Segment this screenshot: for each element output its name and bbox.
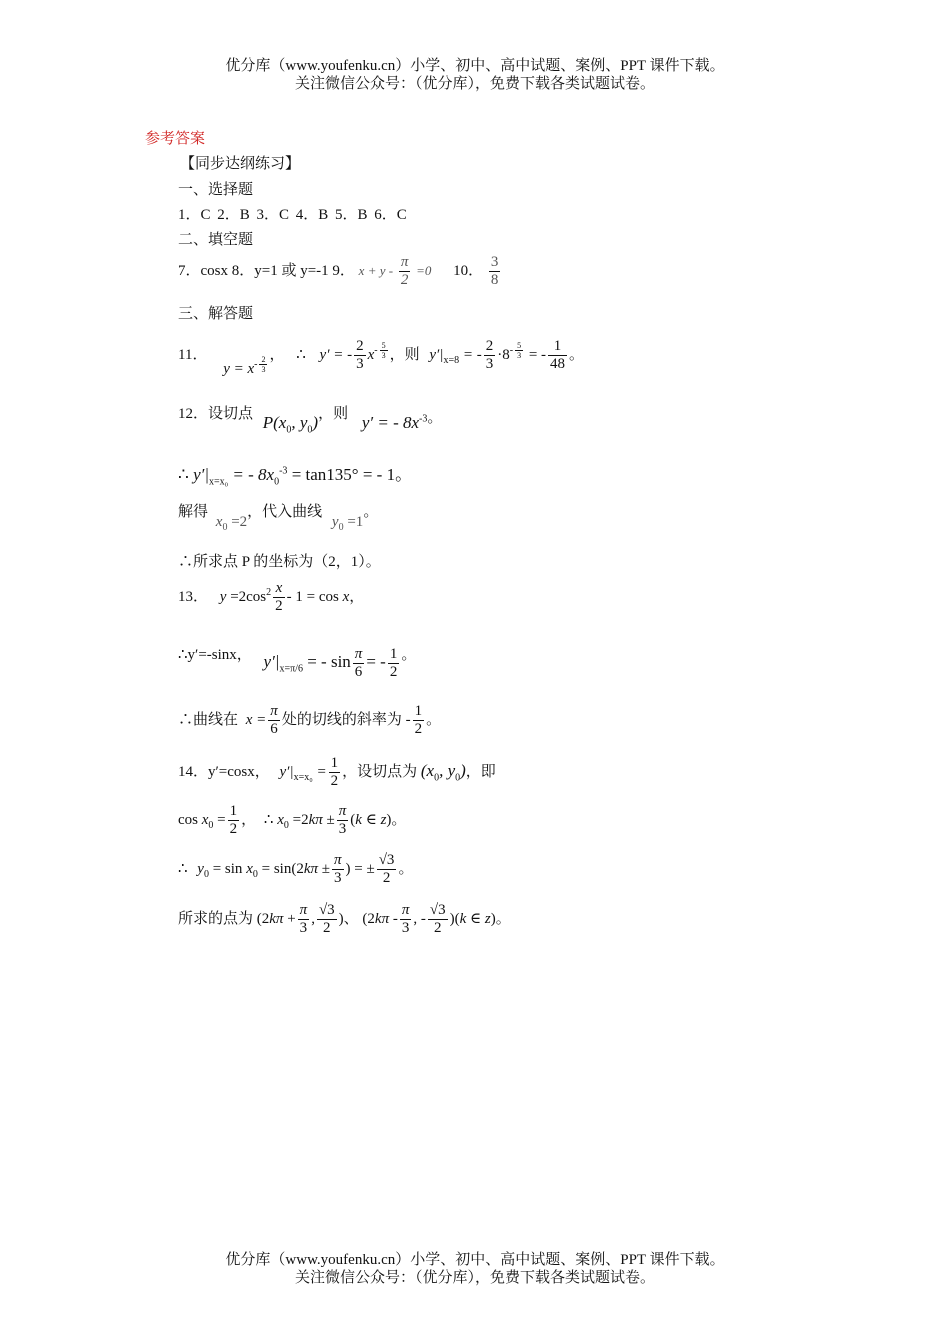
- q13-eval: $y'|_{x=\pi/6}$ = - sin: [263, 651, 351, 675]
- q14-sqrt3-b: $\frac{√3}{2}$: [318, 902, 335, 936]
- q12-line: [178, 402, 443, 436]
- header-line-1: 优分库（www.youfenku.cn）小学、初中、高中试题、案例、PPT 课件下载。: [225, 58, 725, 74]
- q12-y0: $y_0 =1$: [331, 514, 364, 533]
- period: 。: [395, 465, 413, 484]
- comma: ，: [349, 588, 365, 605]
- q14-point-label: ，设切点为: [342, 763, 418, 780]
- q14-point: ($x_0$, $y_0$): [420, 760, 466, 784]
- q13-half: $\frac{1}{2}$: [389, 646, 398, 680]
- q14-k2: )(k ∈ z): [449, 910, 496, 927]
- q11-line: [178, 338, 585, 377]
- q14-pt1: (2kπ +: [256, 910, 296, 927]
- q14-cos-line: [178, 803, 406, 838]
- q12-point: $P(x_0$, $y_0$): [262, 413, 319, 436]
- q13-slope-val: $\frac{1}{2}$: [414, 703, 423, 737]
- q13-pi6: $\frac{\pi}{6}$: [354, 646, 363, 680]
- q12-solve-line: [178, 500, 379, 533]
- period: 。: [391, 811, 407, 828]
- q14-pi3-c: $\frac{\pi}{3}$: [299, 902, 308, 936]
- period: 。: [426, 711, 442, 728]
- q13-slope-a: ∴曲线在: [178, 711, 239, 728]
- solve-label: 解得: [178, 504, 209, 520]
- q11-func: $y = x^{- \frac{2}{3}}$: [223, 355, 266, 377]
- q14-half: $\frac{1}{2}$: [330, 755, 339, 789]
- footer-line-1: 优分库（www.youfenku.cn）小学、初中、高中试题、案例、PPT 课件下载。: [225, 1252, 725, 1268]
- q9-formula: x + y -: [358, 262, 394, 278]
- q9-equals: =0: [416, 262, 432, 278]
- q14-eval: $y'|_{x=x_0}$ =: [279, 763, 327, 783]
- q14-final-line: [178, 902, 511, 937]
- q11-power: $x^{- \frac{5}{3}}$: [367, 341, 386, 363]
- q14-label: 14．y′=cosx，: [178, 763, 270, 780]
- q14-pt2: (2kπ -: [362, 910, 398, 927]
- q11-then: ，则: [389, 346, 420, 363]
- page-header: [0, 57, 950, 93]
- q13-x-eq: x =: [245, 711, 267, 728]
- q12-x0: $x_0 =2$: [215, 514, 248, 533]
- q14-pi3-d: $\frac{\pi}{3}$: [401, 902, 410, 936]
- q7-9-text: 7．cosx 8．y=1 或 y=-1 9．: [178, 262, 355, 279]
- q9-fraction: $\frac{\pi}{2}$: [400, 254, 409, 288]
- substitute-label: ，代入曲线: [247, 504, 323, 520]
- comma: ，: [269, 346, 285, 363]
- q11-coef: $\frac{2}{3}$: [356, 338, 364, 372]
- q11-eight: $\cdot 8^{- \frac{5}{3}}$ = -: [497, 341, 547, 363]
- q14-sep2: , -: [413, 910, 426, 927]
- q14-final-label: 所求的点为: [178, 910, 254, 927]
- q13-deriv-line: [178, 638, 417, 680]
- q14-sqrt3: $\frac{√3}{2}$: [378, 852, 395, 886]
- q12-deriv: y′ = - $8x^{-3}$: [361, 413, 428, 432]
- therefore-symbol: ∴: [296, 346, 306, 363]
- q14-cos: $\cos x_0$ =: [178, 811, 226, 831]
- q14-half-b: $\frac{1}{2}$: [229, 803, 238, 837]
- q14-pm: ) = ±: [345, 860, 375, 877]
- period: 。: [569, 346, 585, 363]
- q12-result: ∴所求点 P 的坐标为（2，1）。: [178, 554, 381, 570]
- q14-line: [178, 755, 496, 790]
- q11-deriv: y′ = -: [319, 346, 353, 363]
- comma: ，: [241, 811, 257, 828]
- q14-y0-line: [178, 852, 413, 887]
- q12-label: 12．设切点: [178, 406, 254, 422]
- q14-ie: ，即: [465, 763, 496, 780]
- q14-sep: ,: [311, 910, 315, 927]
- section-title: 【同步达纲练习】: [180, 156, 301, 172]
- q13-line: [178, 580, 364, 615]
- q13-frac: $\frac{x}{2}$: [275, 580, 283, 614]
- q11-coef-2: $\frac{2}{3}$: [485, 338, 494, 372]
- therefore-symbol: ∴: [178, 465, 189, 484]
- q13-minus: -: [405, 711, 411, 728]
- period: 。: [398, 860, 414, 877]
- period: 。: [401, 646, 417, 663]
- part-1-heading: 一、选择题: [178, 182, 254, 198]
- q13-eq: = -: [366, 651, 386, 671]
- part-3-heading: 三、解答题: [178, 306, 254, 322]
- period: 。: [363, 504, 379, 520]
- q13-deriv: ∴y′=-sinx，: [178, 646, 252, 663]
- q12-slope-eq: $y'|_{x=x_0}$ = - $8x_0^{-3} = \tan 135^\circ$ = - 1: [193, 465, 396, 488]
- q12-then: ，则: [318, 406, 349, 422]
- part-2-heading: 二、填空题: [178, 232, 254, 248]
- period: 。: [495, 910, 511, 927]
- q14-k: (k ∈ z): [350, 811, 392, 828]
- footer-line-2: 关注微信公众号：（优分库），免费下载各类试题试卷。: [294, 1270, 655, 1286]
- header-line-2: 关注微信公众号：（优分库），免费下载各类试题试卷。: [294, 76, 655, 92]
- fill-answers: [178, 254, 502, 289]
- q11-eval: $y'|_{x=8}$ = -: [429, 346, 482, 366]
- q13-slope-line: [178, 703, 441, 738]
- therefore-symbol: ∴: [178, 860, 188, 877]
- q14-y0: $y_0 = \sin x_0 = \sin(2k\pi$ ±: [197, 860, 330, 880]
- q10-label: 10．: [453, 262, 484, 279]
- q13-pi6-b: $\frac{\pi}{6}$: [270, 703, 278, 737]
- q13-rest: - 1 = cos x: [286, 588, 350, 605]
- therefore-symbol: ∴: [263, 811, 274, 828]
- q13-label: 13．: [178, 588, 209, 605]
- q14-pi3-b: $\frac{\pi}{3}$: [334, 852, 342, 886]
- q14-sqrt3-c: $\frac{√3}{2}$: [429, 902, 446, 936]
- q11-label: 11．: [178, 346, 208, 363]
- page-footer: [0, 1251, 950, 1287]
- period: 。: [427, 410, 443, 426]
- q14-close: )、: [338, 910, 359, 927]
- q10-fraction: $\frac{3}{8}$: [490, 254, 499, 288]
- q13-slope-b: 处的切线的斜率为: [281, 711, 402, 728]
- q14-x0: $x_0 =2k\pi$ ±: [277, 811, 335, 831]
- answer-title: 参考答案: [145, 131, 206, 147]
- q14-pi3: $\frac{\pi}{3}$: [338, 803, 347, 837]
- mc-answers: 1．C 2．B 3．C 4．B 5．B 6．C: [178, 207, 407, 223]
- q11-result: $\frac{1}{48}$: [550, 338, 566, 372]
- q13-func: $y =2\cos^2$: [219, 586, 272, 605]
- q12-slope-line: [178, 460, 412, 487]
